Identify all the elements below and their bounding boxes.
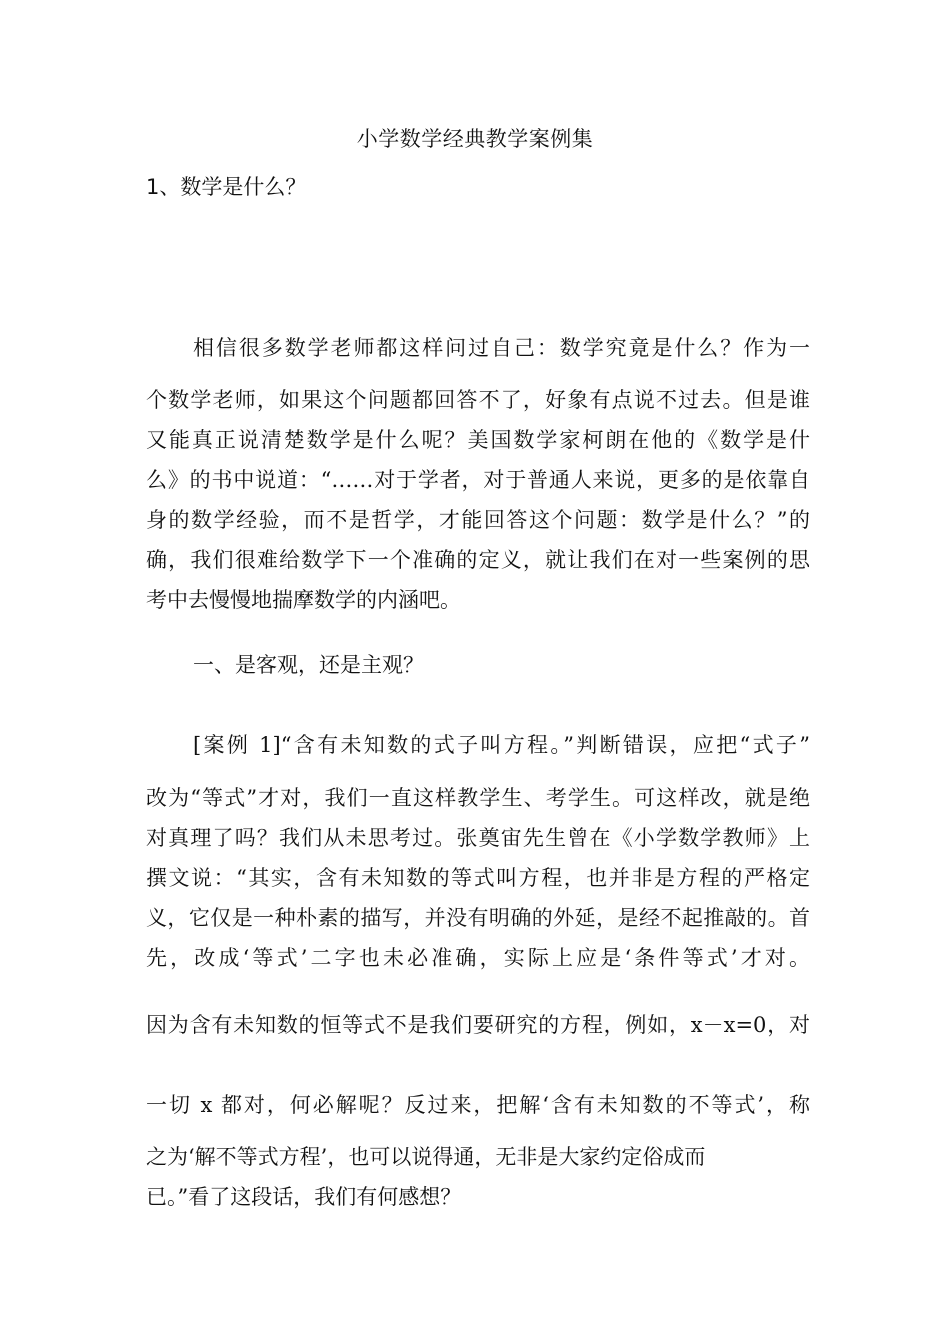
paragraph-line: 考中去慢慢地揣摩数学的内涵吧。 [146, 588, 461, 612]
case-line: 之为‘解不等式方程’，也可以说得通，无非是大家约定俗成而 [146, 1145, 706, 1169]
paragraph-line: 身的数学经验，而不是哲学，才能回答这个问题：数学是什么？”的 [146, 508, 810, 532]
case-line: 先，改成‘等式’二字也未必准确，实际上应是‘条件等式’才对。 [146, 946, 810, 970]
case-line: 一切 x 都对，何必解呢？反过来，把解‘含有未知数的不等式’，称 [146, 1093, 810, 1117]
document-title: 小学数学经典教学案例集 [356, 127, 594, 151]
paragraph-line: 个数学老师，如果这个问题都回答不了，好象有点说不过去。但是谁 [146, 388, 810, 412]
case-line: 对真理了吗？我们从未思考过。张奠宙先生曾在《小学数学教师》上 [146, 826, 810, 850]
case-line: 义，它仅是一种朴素的描写，并没有明确的外延，是经不起推敲的。首 [146, 906, 810, 930]
case-line: 改为“等式”才对，我们一直这样教学生、考学生。可这样改，就是绝 [146, 786, 810, 810]
subheading: 一、是客观，还是主观？ [193, 653, 424, 677]
paragraph-line: 确，我们很难给数学下一个准确的定义，就让我们在对一些案例的思 [146, 548, 810, 572]
case-line: 撰文说：“其实，含有未知数的等式叫方程，也并非是方程的严格定 [146, 866, 810, 890]
case-line: [案例 1]“含有未知数的式子叫方程。”判断错误，应把“式子” [193, 733, 810, 757]
paragraph-line: 相信很多数学老师都这样问过自己：数学究竟是什么？作为一 [193, 336, 810, 360]
case-line: 已。”看了这段话，我们有何感想？ [146, 1185, 462, 1209]
section-heading: 1、数学是什么？ [146, 175, 307, 199]
paragraph-line: 又能真正说清楚数学是什么呢？美国数学家柯朗在他的《数学是什 [146, 428, 810, 452]
case-line: 因为含有未知数的恒等式不是我们要研究的方程，例如，x－x=0，对 [146, 1013, 810, 1037]
paragraph-line: 么》的书中说道：“……对于学者，对于普通人来说，更多的是依靠自 [146, 468, 810, 492]
